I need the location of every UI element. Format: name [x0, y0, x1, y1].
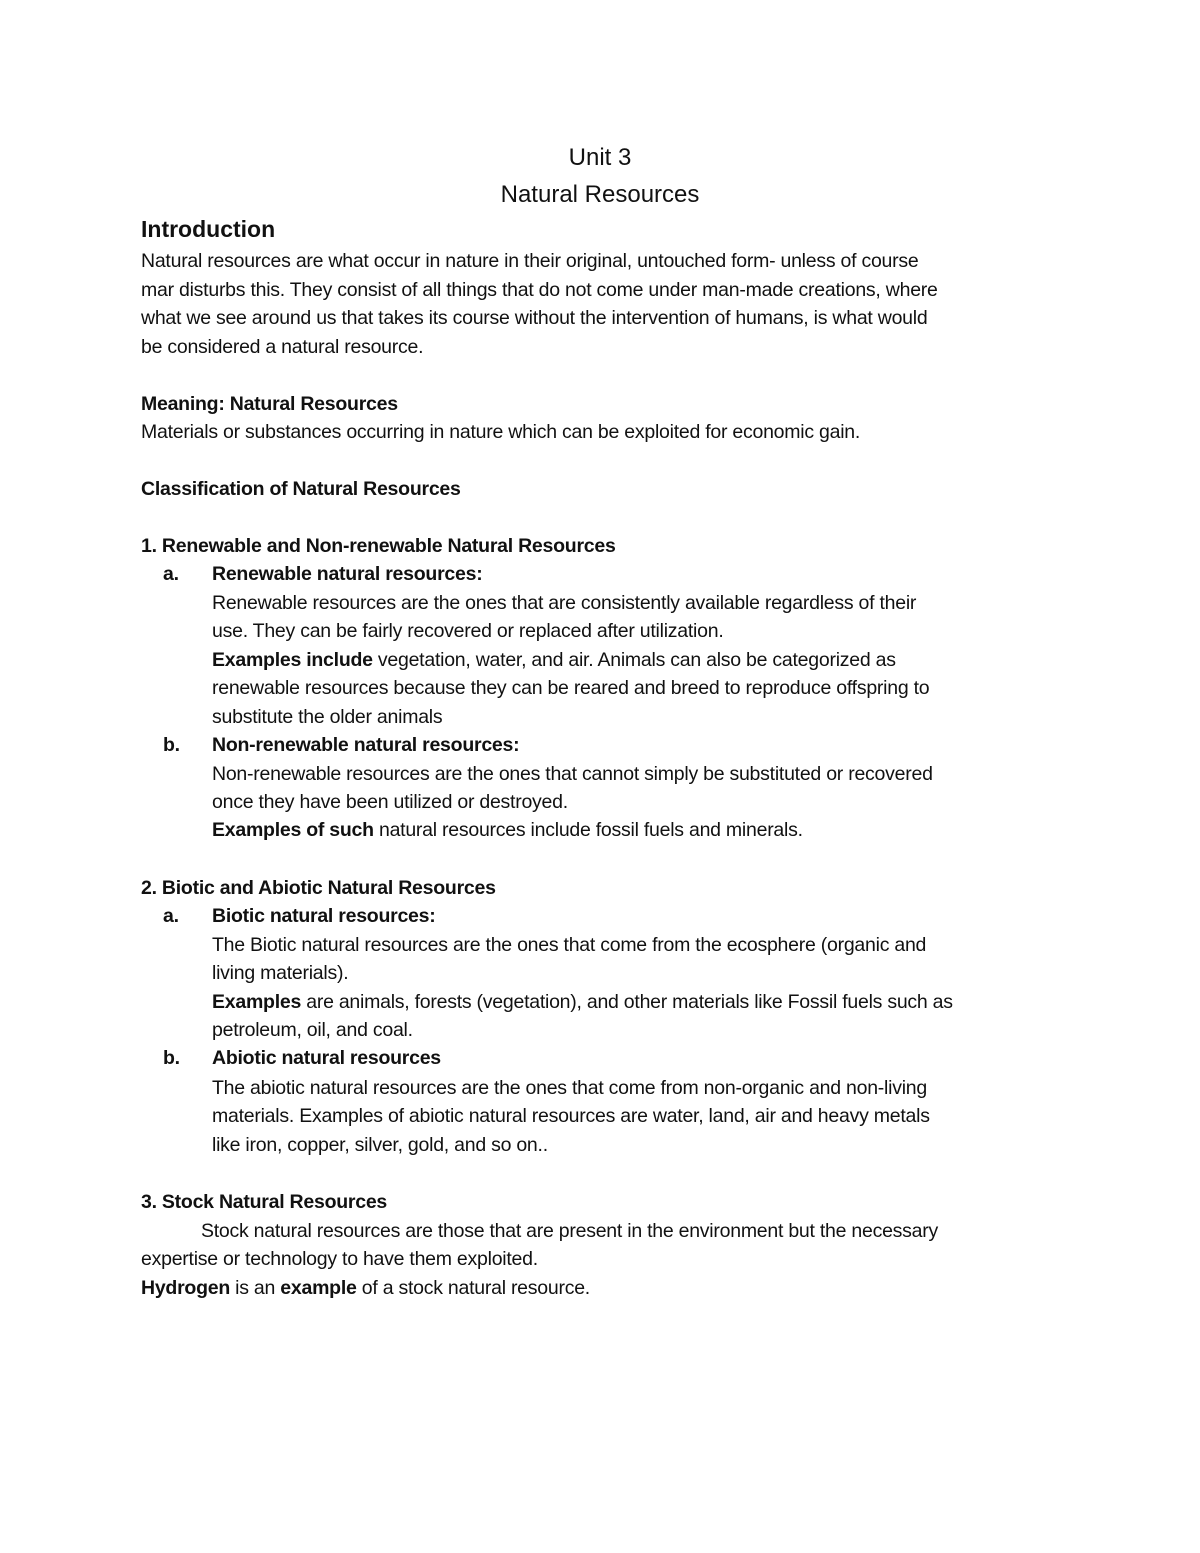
list-marker: a.	[163, 905, 179, 927]
text-segment: natural resources include fossil fuels and minerals.	[373, 819, 803, 841]
text-segment: like iron, copper, silver, gold, and so on..	[212, 1134, 548, 1156]
unit-title: Unit 3	[568, 144, 632, 171]
paragraph-line	[212, 617, 724, 645]
paragraph-line	[212, 931, 926, 959]
paragraph-line	[212, 674, 929, 702]
text-segment: petroleum, oil, and coal.	[212, 1019, 413, 1041]
paragraph-line	[201, 1217, 938, 1245]
bold-text: Examples of such	[212, 819, 374, 841]
introduction-heading: Introduction	[141, 216, 276, 242]
bold-text: example	[280, 1277, 357, 1299]
text-segment: Non-renewable resources are the ones that cannot simply be substituted or recovered	[212, 763, 933, 785]
meaning-text: Materials or substances occurring in nature which can be exploited for economic gain.	[141, 421, 861, 443]
section-heading: 1. Renewable and Non-renewable Natural Resources	[141, 535, 616, 557]
paragraph-line	[212, 816, 803, 844]
paragraph-line	[141, 1245, 538, 1273]
paragraph-line	[141, 1274, 590, 1302]
list-marker: b.	[163, 734, 180, 756]
meaning-heading: Meaning: Natural Resources	[141, 393, 398, 415]
paragraph-line	[212, 959, 348, 987]
text-segment: Renewable resources are the ones that are consistently available regardless of their	[212, 592, 917, 614]
item-heading: Biotic natural resources:	[212, 905, 436, 927]
bold-text: Examples include	[212, 649, 373, 671]
section-heading: 3. Stock Natural Resources	[141, 1191, 388, 1213]
item-heading: Non-renewable natural resources:	[212, 734, 520, 756]
text-segment: renewable resources because they can be reared and breed to reproduce offspring to	[212, 677, 930, 699]
text-segment: Stock natural resources are those that are present in the environment but the necessary	[201, 1220, 939, 1242]
text-segment: materials. Examples of abiotic natural resources are water, land, air and heavy metals	[212, 1105, 930, 1127]
paragraph-line	[212, 1016, 413, 1044]
paragraph-line	[212, 1074, 927, 1102]
intro-line: mar disturbs this. They consist of all things that do not come under man-made creations, where	[141, 279, 938, 301]
paragraph-line	[212, 1102, 930, 1130]
text-segment: expertise or technology to have them exploited.	[141, 1248, 538, 1270]
paragraph-line	[212, 589, 916, 617]
intro-line: what we see around us that takes its course without the intervention of humans, is what would	[141, 307, 928, 329]
text-segment: are animals, forests (vegetation), and other materials like Fossil fuels such as	[301, 991, 953, 1013]
section-heading: 2. Biotic and Abiotic Natural Resources	[141, 877, 496, 899]
text-segment: vegetation, water, and air. Animals can also be categorized as	[372, 649, 896, 671]
text-segment: The abiotic natural resources are the ones that come from non-organic and non-living	[212, 1077, 927, 1099]
bold-text: Hydrogen	[141, 1277, 231, 1299]
paragraph-line	[212, 1131, 548, 1159]
list-marker: b.	[163, 1047, 180, 1069]
bold-text: Examples	[212, 991, 302, 1013]
list-marker: a.	[163, 563, 179, 585]
intro-line: Natural resources are what occur in nature in their original, untouched form- unless of course	[141, 250, 919, 272]
paragraph-line	[212, 646, 896, 674]
classification-heading: Classification of Natural Resources	[141, 478, 461, 500]
text-segment: of a stock natural resource.	[356, 1277, 590, 1299]
text-segment: once they have been utilized or destroyed.	[212, 791, 568, 813]
text-segment: is an	[230, 1277, 281, 1299]
paragraph-line	[212, 760, 933, 788]
text-segment: use. They can be fairly recovered or replaced after utilization.	[212, 620, 724, 642]
intro-line: be considered a natural resource.	[141, 336, 424, 358]
paragraph-line	[212, 703, 442, 731]
text-segment: living materials).	[212, 962, 349, 984]
item-heading: Renewable natural resources:	[212, 563, 483, 585]
text-segment: substitute the older animals	[212, 706, 443, 728]
document-title: Natural Resources	[500, 181, 700, 208]
paragraph-line	[212, 788, 568, 816]
item-heading: Abiotic natural resources	[212, 1047, 441, 1069]
paragraph-line	[212, 988, 953, 1016]
text-segment: The Biotic natural resources are the ones that come from the ecosphere (organic and	[212, 934, 927, 956]
